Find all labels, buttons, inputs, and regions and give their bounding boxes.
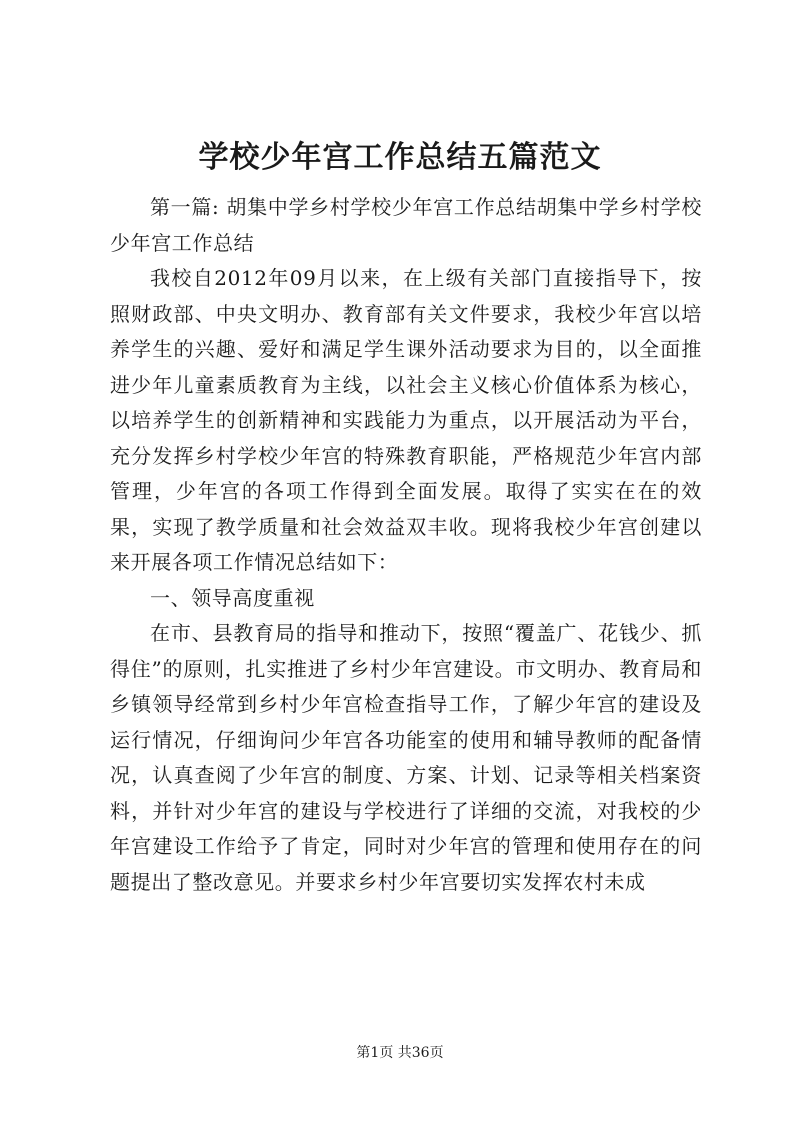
section-heading-leadership: 一、领导高度重视 <box>150 585 315 610</box>
paragraph-intro: 我校自2012年09月以来，在上级有关部门直接指导下，按照财政部、中央文明办、教育部有关文件要求，我校少年宫以培养学生的兴趣、爱好和满足学生课外活动要求为目的，以全面推进少年儿童素质教育为主线，以社会主义核心价值体系为核心，以培养学生的创新精神和实践能力为重点，以开展活动为平台，充分发挥乡村学校少年宫的特殊教育职能，严格规范少年宫内部管理，少年宫的各项工作得到全面发展。取得了实实在在的效果，实现了教学质量和社会效益双丰收。现将我校少年宫创建以来开展各项工作情况总结如下： <box>110 266 702 574</box>
document-body <box>110 190 702 900</box>
document-title: 学校少年宫工作总结五篇范文 <box>198 140 602 175</box>
paragraph-heading-first: 第一篇: 胡集中学乡村学校少年宫工作总结胡集中学乡村学校少年宫工作总结 <box>110 195 702 255</box>
page-number-footer: 第1页 共36页 <box>356 1045 444 1061</box>
paragraph-leadership: 在市、县教育局的指导和推动下，按照“覆盖广、花钱少、抓得住”的原则，扎实推进了乡村少年宫建设。市文明办、教育局和乡镇领导经常到乡村少年宫检查指导工作，了解少年宫的建设及运行情况，仔细询问少年宫各功能室的使用和辅导教师的配备情况，认真查阅了少年宫的制度、方案、计划、记录等相关档案资料，并针对少年宫的建设与学校进行了详细的交流，对我校的少年宫建设工作给予了肯定，同时对少年宫的管理和使用存在的问题提出了整改意见。并要求乡村少年宫要切实发挥农村未成 <box>110 621 702 894</box>
